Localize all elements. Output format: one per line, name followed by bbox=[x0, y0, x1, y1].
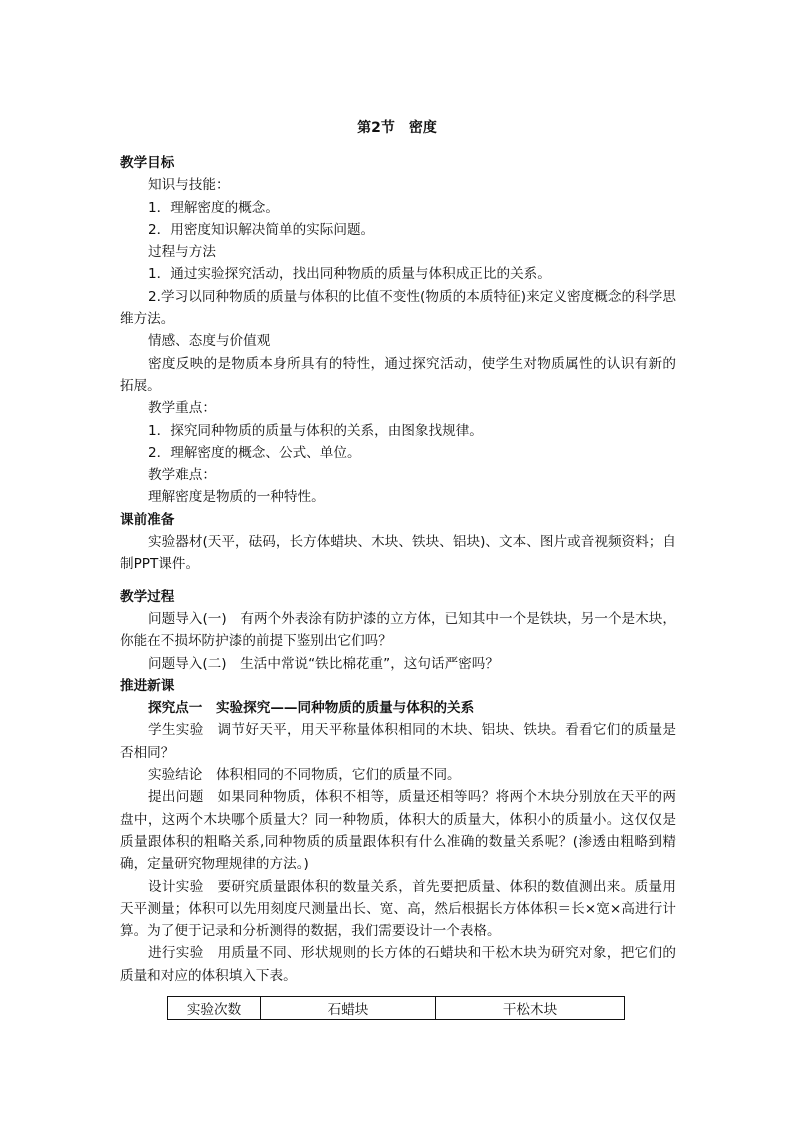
emotion-text: 密度反映的是物质本身所具有的特性，通过探究活动，使学生对物质属性的认识有新的拓展。 bbox=[120, 355, 676, 394]
key-item-2: 2．理解密度的概念、公式、单位。 bbox=[148, 444, 361, 461]
difficulty-text: 理解密度是物质的一种特性。 bbox=[148, 489, 325, 506]
intro-question-1: 问题导入(一) 有两个外表涂有防护漆的立方体，已知其中一个是铁块，另一个是木块，你能在不损坏防护漆的前提下鉴别出它们吗？ bbox=[120, 610, 676, 650]
spacer bbox=[120, 576, 676, 586]
goals-heading: 教学目标 bbox=[120, 155, 175, 171]
intro-question-2: 问题导入(二) 生活中常说“铁比棉花重”，这句话严密吗？ bbox=[148, 655, 499, 672]
prep-text: 实验器材(天平，砝码，长方体蜡块、木块、铁块、铝块)、文本、图片或音视频资料；自制PPT课件。 bbox=[120, 534, 676, 573]
process-item-1: 1．通过实验探究活动，找出同种物质的质量与体积成正比的关系。 bbox=[148, 266, 551, 283]
new-lesson-heading: 推进新课 bbox=[120, 677, 175, 694]
process-heading: 教学过程 bbox=[120, 588, 175, 605]
emotion-label: 情感、态度与价值观 bbox=[148, 333, 271, 350]
key-label: 教学重点： bbox=[148, 400, 216, 417]
conduct-experiment: 进行实验 用质量不同、形状规则的长方体的石蜡块和干松木块为研究对象，把它们的质量和对应的体积填入下表。 bbox=[120, 945, 676, 984]
experiment-conclusion: 实验结论 体积相同的不同物质，它们的质量不同。 bbox=[148, 767, 461, 784]
design-experiment: 设计实验 要研究质量跟体积的数量关系，首先要把质量、体积的数值测出来。质量用天平测量；体积可以先用刻度尺测量出长、宽、高，然后根据长方体体积＝长×宽×高进行计算。为了便于记录和分析测得的数据，我们需要设计一个表格。 bbox=[120, 878, 676, 940]
table-header-row bbox=[168, 997, 625, 1020]
table-header-cell: 石蜡块 bbox=[261, 997, 436, 1020]
knowledge-label: 知识与技能： bbox=[148, 177, 230, 194]
page-title: 第2节 密度 bbox=[357, 120, 437, 136]
table-header-cell: 干松木块 bbox=[436, 997, 625, 1020]
point1-heading: 探究点一 实验探究——同种物质的质量与体积的关系 bbox=[148, 700, 475, 717]
raise-question: 提出问题 如果同种物质，体积不相等，质量还相等吗？将两个木块分别放在天平的两盘中，这两个木块哪个质量大？同一种物质，体积大的质量大，体积小的质量小。这仅仅是质量跟体积的粗略关系,同种物质的质量跟体积有什么准确的数量关系呢？(渗透由粗略到精确，定量研究物理规律的方法。) bbox=[120, 789, 676, 873]
prep-heading: 课前准备 bbox=[120, 511, 175, 528]
difficulty-label: 教学难点： bbox=[148, 467, 216, 484]
process-label: 过程与方法 bbox=[148, 244, 216, 261]
knowledge-item-2: 2．用密度知识解决简单的实际问题。 bbox=[148, 221, 375, 238]
knowledge-item-1: 1．理解密度的概念。 bbox=[148, 199, 279, 216]
process-item-2: 2.学习以同种物质的质量与体积的比值不变性(物质的本质特征)来定义密度概念的科学思维方法。 bbox=[120, 288, 676, 328]
document-body bbox=[120, 152, 676, 987]
student-experiment: 学生实验 调节好天平，用天平称量体积相同的木块、铝块、铁块。看看它们的质量是否相同？ bbox=[120, 722, 676, 761]
data-table bbox=[167, 996, 625, 1020]
key-item-1: 1．探究同种物质的质量与体积的关系，由图象找规律。 bbox=[148, 422, 483, 439]
table-header-cell: 实验次数 bbox=[168, 997, 261, 1020]
